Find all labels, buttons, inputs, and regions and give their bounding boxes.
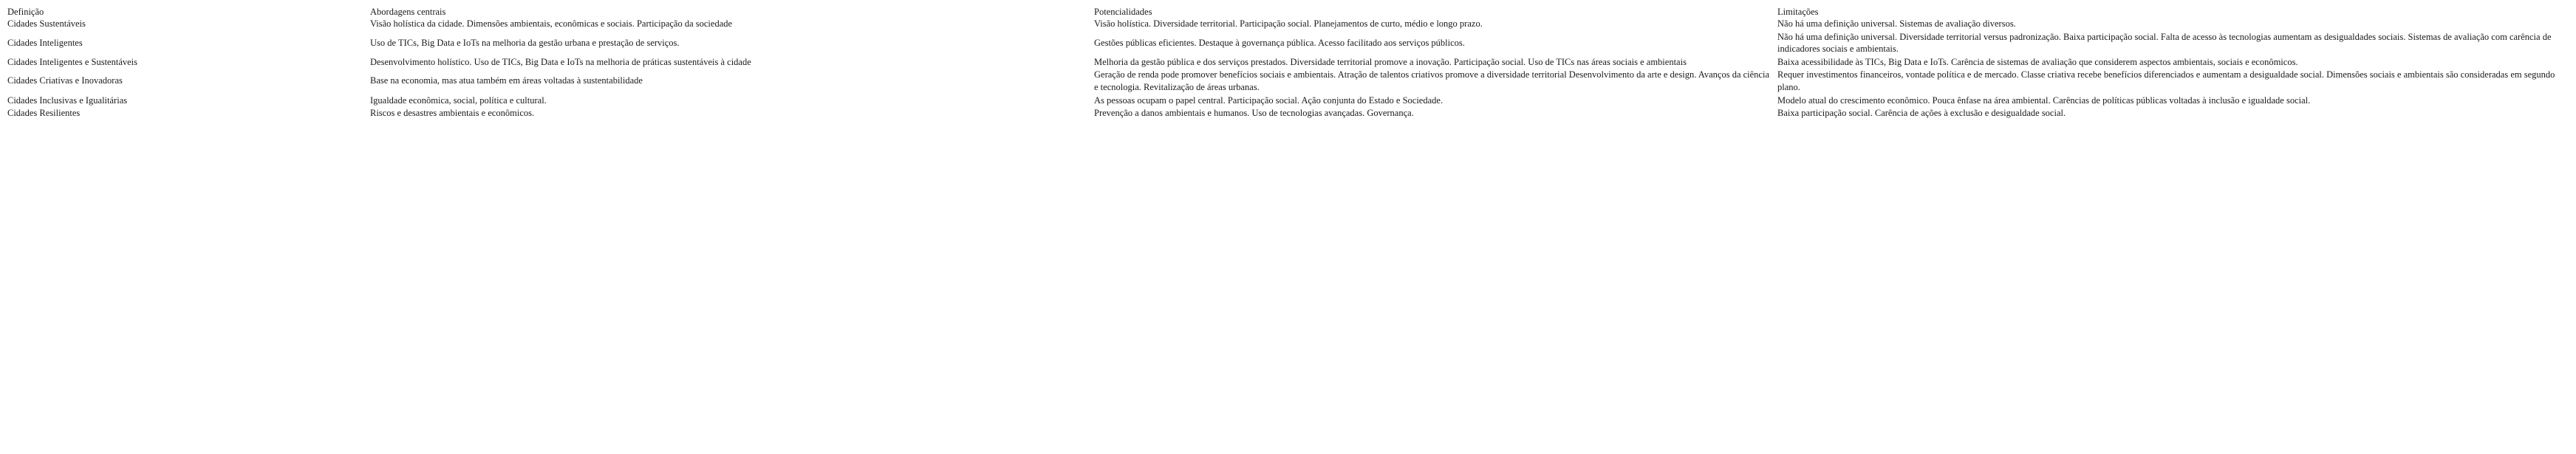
table-row xyxy=(7,56,2571,69)
header-limitations: Limitações xyxy=(1777,7,1819,17)
cell-potentials: Geração de renda pode promover benefícios sociais e ambientais. Atração de talentos criativos promove a diversidade territorial Desenvolvimento da arte e design. Avanços da ciência e tecnologia. Revitalização de áreas urbanas. xyxy=(1094,69,1770,92)
cell-definition: Cidades Inclusivas e Igualitárias xyxy=(7,94,128,106)
table-body xyxy=(7,18,2571,120)
cell-potentials: Melhoria da gestão pública e dos serviços prestados. Diversidade territorial promove a inovação. Participação social. Uso de TICs nas áreas sociais e ambientais xyxy=(1094,57,1687,67)
cell-limitations: Modelo atual do crescimento econômico. Pouca ênfase na área ambiental. Carências de políticas públicas voltadas à inclusão e igualdade social. xyxy=(1777,94,2311,106)
header-potentials: Potencialidades xyxy=(1094,7,1152,17)
table-row xyxy=(7,69,2571,94)
header-approaches: Abordagens centrais xyxy=(370,7,446,17)
cell-limitations: Não há uma definição universal. Diversidade territorial versus padronização. Baixa participação social. Falta de acesso às tecnologias aumentam as desigualdades sociais. Sistemas de avaliação com carência de indicadores sociais e ambientais. xyxy=(1777,31,2552,54)
table-row xyxy=(7,94,2571,107)
cell-definition: Cidades Resilientes xyxy=(7,108,81,118)
cell-limitations: Baixa acessibilidade às TICs, Big Data e IoTs. Carência de sistemas de avaliação que considerem aspectos ambientais, sociais e econômicos. xyxy=(1777,57,2298,67)
cell-approaches: Riscos e desastres ambientais e econômicos. xyxy=(370,108,535,118)
cell-approaches: Base na economia, mas atua também em áreas voltadas à sustentabilidade xyxy=(370,75,643,86)
table-row xyxy=(7,31,2571,57)
cell-definition: Cidades Sustentáveis xyxy=(7,18,86,30)
cell-limitations: Requer investimentos financeiros, vontade política e de mercado. Classe criativa recebe benefícios diferenciados e aumentam a desigualdade social. Dimensões sociais e ambientais são consideradas em segundo plano. xyxy=(1777,69,2555,92)
cell-definition: Cidades Inteligentes e Sustentáveis xyxy=(7,57,138,67)
cell-approaches: Desenvolvimento holístico. Uso de TICs, Big Data e IoTs na melhoria de práticas sustentáveis à cidade xyxy=(370,57,751,67)
header-row xyxy=(7,6,2571,18)
cell-approaches: Igualdade econômica, social, política e cultural. xyxy=(370,94,547,106)
cell-potentials: As pessoas ocupam o papel central. Participação social. Ação conjunta do Estado e Sociedade. xyxy=(1094,94,1444,106)
cell-definition: Cidades Inteligentes xyxy=(7,37,83,48)
table-header xyxy=(7,6,2571,18)
cell-approaches: Uso de TICs, Big Data e IoTs na melhoria da gestão urbana e prestação de serviços. xyxy=(370,37,680,48)
city-concepts-table xyxy=(7,6,2571,120)
cell-definition: Cidades Criativas e Inovadoras xyxy=(7,75,123,86)
table-row xyxy=(7,18,2571,30)
cell-potentials: Prevenção a danos ambientais e humanos. Uso de tecnologias avançadas. Governança. xyxy=(1094,108,1414,118)
cell-approaches: Visão holística da cidade. Dimensões ambientais, econômicas e sociais. Participação da sociedade xyxy=(370,18,733,30)
cell-potentials: Visão holística. Diversidade territorial. Participação social. Planejamentos de curto, médio e longo prazo. xyxy=(1094,18,1483,30)
cell-limitations: Não há uma definição universal. Sistemas de avaliação diversos. xyxy=(1777,18,2016,30)
header-definition: Definição xyxy=(7,7,44,17)
cell-potentials: Gestões públicas eficientes. Destaque à governança pública. Acesso facilitado aos serviços públicos. xyxy=(1094,37,1465,48)
cell-limitations: Baixa participação social. Carência de ações à exclusão e desigualdade social. xyxy=(1777,108,2066,118)
table-row xyxy=(7,107,2571,120)
